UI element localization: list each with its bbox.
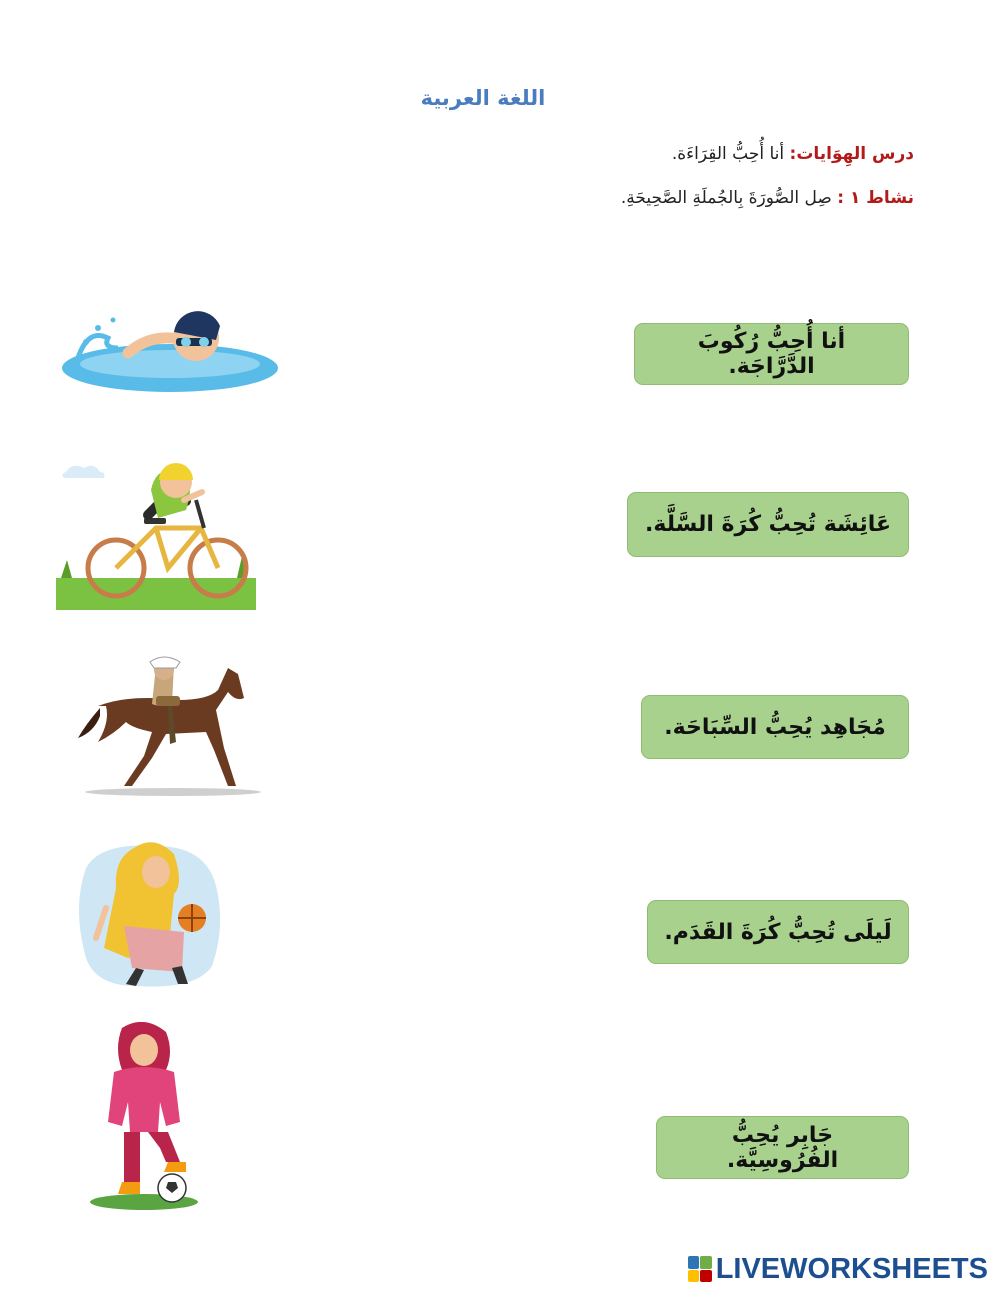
worksheet-title: اللغة العربية bbox=[420, 86, 546, 110]
lesson-text: أنا أُحِبُّ القِرَاءَة. bbox=[671, 144, 785, 164]
activity-line bbox=[621, 188, 914, 208]
basketball-girl-icon[interactable] bbox=[76, 838, 222, 992]
liveworksheets-logo bbox=[688, 1252, 988, 1286]
swimming-boy-icon[interactable] bbox=[58, 298, 283, 402]
sentence-box-3[interactable]: مُجَاهِد يُحِبُّ السِّبَاحَة. bbox=[641, 695, 909, 759]
sentence-box-1[interactable]: أنا أُحِبُّ رُكُوبَ الدَّرَّاجَة. bbox=[634, 323, 909, 385]
brand-name: LIVEWORKSHEETS bbox=[715, 1252, 988, 1285]
liveworksheets-logo-icon bbox=[688, 1256, 712, 1282]
horse-rider-icon[interactable] bbox=[78, 656, 264, 798]
activity-label: نشاط ١ : bbox=[837, 188, 914, 208]
football-girl-icon[interactable] bbox=[88, 1022, 200, 1212]
sentence-box-2[interactable]: عَائِشَة تُحِبُّ كُرَةَ السَّلَّة. bbox=[627, 492, 909, 557]
cycling-boy-icon[interactable] bbox=[56, 460, 256, 610]
sentence-box-4[interactable]: لَيلَى تُحِبُّ كُرَةَ القَدَم. bbox=[647, 900, 909, 964]
activity-text: صِل الصُّورَةَ بِالجُملَةِ الصَّحِيحَةِ. bbox=[620, 188, 832, 208]
lesson-label: درس الهِوَايات: bbox=[789, 144, 914, 164]
lesson-line bbox=[672, 144, 914, 164]
sentence-box-5[interactable]: جَابِر يُحِبُّ الفُرُوسِيَّة. bbox=[656, 1116, 909, 1179]
